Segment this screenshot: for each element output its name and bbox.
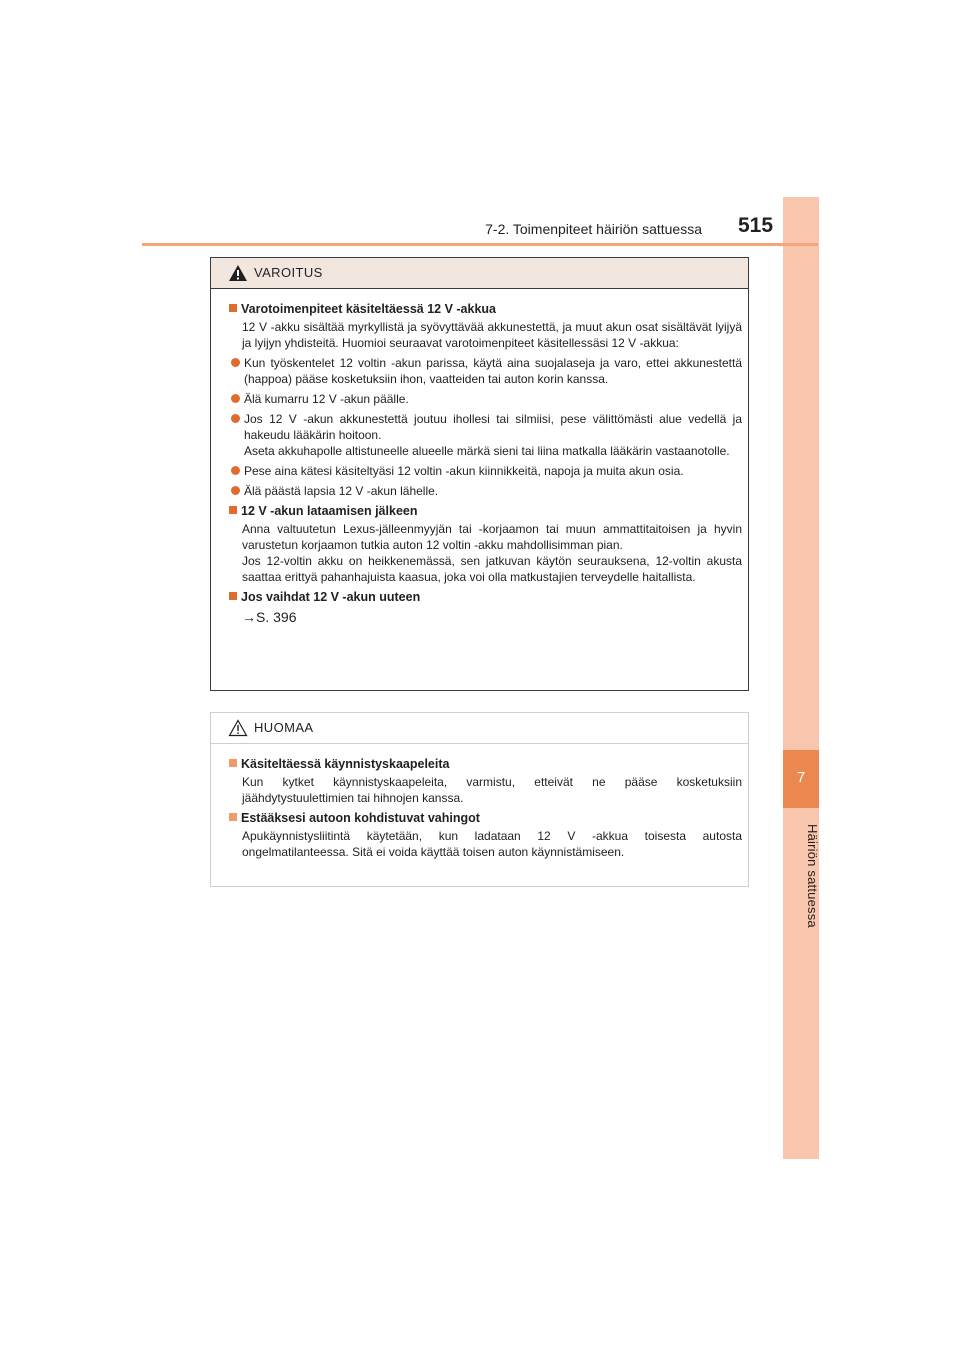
bullet-dot-icon: [231, 414, 240, 423]
notice-header: [211, 713, 748, 744]
bullet-dot-icon: [231, 394, 240, 403]
square-bullet-icon: [229, 592, 237, 600]
chapter-side-tab: [783, 197, 819, 1159]
notice-box: [210, 712, 749, 887]
page-reference-link[interactable]: →S. 396: [242, 609, 297, 625]
list-item: Älä kumarru 12 V -akun päälle.: [229, 391, 742, 407]
bullet-dot-icon: [231, 466, 240, 475]
list-item: Älä päästä lapsia 12 V -akun lähelle.: [229, 483, 742, 499]
notice-heading-2: Estääksesi autoon kohdistuvat vahingot: [229, 810, 742, 826]
list-item: Kun työskentelet 12 voltin -akun parissa, käytä aina suojalaseja ja varo, ettei akkunestettä (happoa) pääse kosketuksiin ihon, vaatteiden tai auton korin kanssa.: [229, 355, 742, 387]
bullet-dot-icon: [231, 358, 240, 367]
list-item: Jos 12 V -akun akkunestettä joutuu ihollesi tai silmiisi, pese välittömästi alue vedellä ja hakeudu lääkärin hoitoon. Aseta akkuhapolle altistuneelle alueelle märkä sieni tai liina matkalla lääkärin vastaanotolle.: [229, 411, 742, 459]
chapter-number: 7: [783, 750, 819, 808]
header-rule: [142, 243, 818, 246]
notice-heading-1: Käsiteltäessä käynnistyskaapeleita: [229, 756, 742, 772]
warning-triangle-icon: [228, 264, 248, 282]
square-bullet-icon: [229, 304, 237, 312]
notice-text-1: Kun kytket käynnistyskaapeleita, varmistu, etteivät ne pääse kosketuksiin jäähdytystuulettimien tai hihnojen kanssa.: [242, 775, 742, 805]
bullet-dot-icon: [231, 486, 240, 495]
warning-box: [210, 257, 749, 691]
square-bullet-icon: [229, 759, 237, 767]
caution-triangle-icon: [228, 719, 248, 737]
warning-text-1: 12 V -akku sisältää myrkyllistä ja syövyttävää akkunestettä, ja muut akun osat sisältävät lyijyä ja lyijyn yhdisteitä. Huomioi seuraavat varotoimenpiteet käsitellessäsi 12 V -akkua:: [242, 320, 742, 350]
warning-title: VAROITUS: [254, 265, 323, 280]
notice-title: HUOMAA: [254, 720, 314, 735]
page-number: 515: [738, 214, 774, 237]
warning-heading-1: Varotoimenpiteet käsiteltäessä 12 V -akkua: [229, 301, 742, 317]
square-bullet-icon: [229, 506, 237, 514]
list-item: Pese aina kätesi käsiteltyäsi 12 voltin -akun kiinnikkeitä, napoja ja muita akun osia.: [229, 463, 742, 479]
warning-text-2: Anna valtuutetun Lexus-jälleenmyyjän tai -korjaamon tai muun ammattitaitoisen ja hyvin varustetun korjaamon tutkia auton 12 voltin -akku mahdollisimman pian. Jos 12-voltin akku on heikkenemässä, sen jatkuvan käytön seurauksena, 12-voltin akusta saattaa erittyä pahanhajuista kaasua, joka voi olla matkustajien terveydelle haitallista.: [242, 522, 742, 584]
section-title: 7-2. Toimenpiteet häiriön sattuessa: [485, 221, 702, 237]
warning-heading-3: Jos vaihdat 12 V -akun uuteen: [229, 589, 742, 605]
notice-text-2: Apukäynnistysliitintä käytetään, kun ladataan 12 V -akkua toisesta autosta ongelmatilanteessa. Sitä ei voida käyttää toisen auton käynnistämiseen.: [242, 829, 742, 859]
warning-heading-2: 12 V -akun lataamisen jälkeen: [229, 503, 742, 519]
warning-header: [211, 258, 748, 289]
chapter-label: Häiriön sattuessa: [805, 824, 820, 928]
square-bullet-icon: [229, 813, 237, 821]
